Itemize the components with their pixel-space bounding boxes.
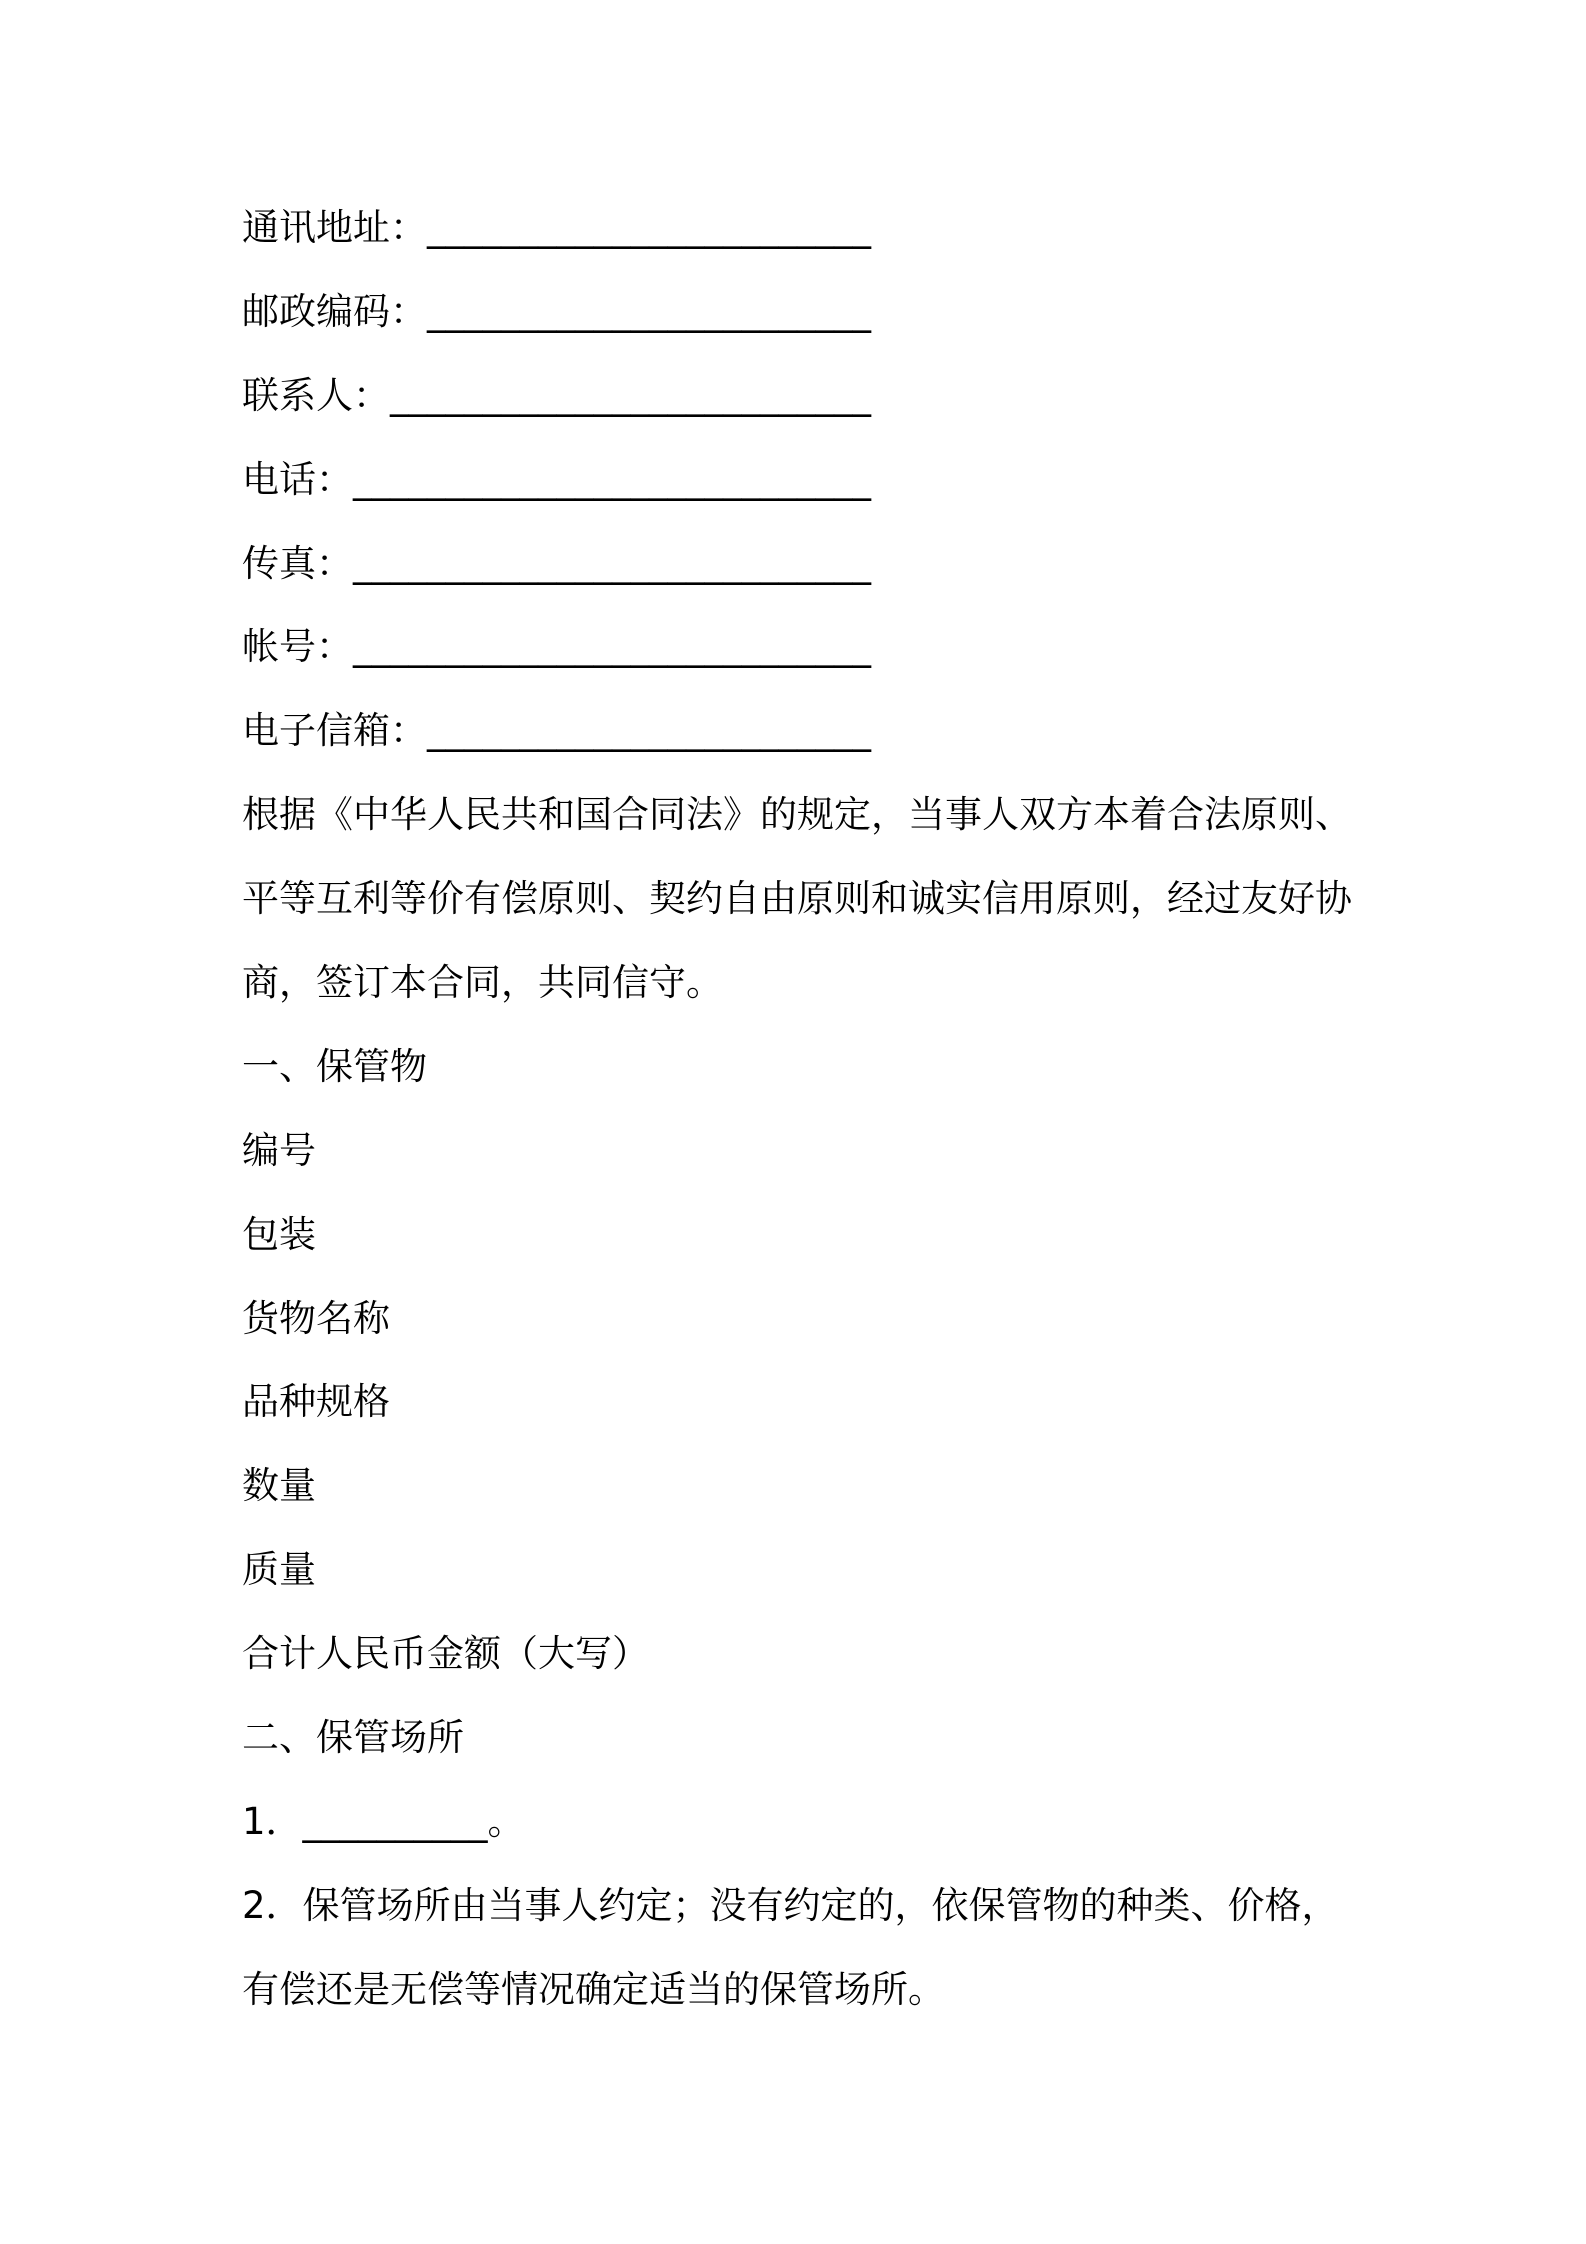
field-label: 联系人：: [242, 373, 390, 417]
contact-field-phone: [242, 438, 1586, 522]
item-quantity-label: 数量: [242, 1464, 316, 1508]
field-label: 传真：: [242, 541, 353, 585]
item-packaging-label: 包装: [242, 1212, 316, 1256]
contact-field-email: [242, 689, 1586, 773]
field-blank: ____________________________: [353, 457, 871, 501]
clause-end-mark: 。: [487, 1799, 525, 1843]
contact-field-contact-person: [242, 354, 1586, 438]
field-label: 通讯地址：: [242, 206, 427, 249]
field-blank: __________________________: [390, 373, 871, 417]
item-number-label: 编号: [242, 1128, 316, 1172]
contact-field-address: [242, 186, 1586, 270]
field-blank: ________________________: [427, 206, 871, 249]
field-label: 帐号：: [242, 625, 353, 669]
clause-number: 1．: [242, 1799, 303, 1843]
item-quality-label: 质量: [242, 1548, 316, 1592]
section-2-heading: 二、保管场所: [242, 1716, 464, 1760]
item-variety-spec-label: 品种规格: [242, 1380, 390, 1424]
item-total-amount-label: 合计人民币金额（大写）: [242, 1632, 649, 1676]
field-blank: ________________________: [427, 289, 871, 333]
clause-blank: __________: [302, 1799, 488, 1843]
field-label: 邮政编码：: [242, 289, 427, 333]
preamble-line: 平等互利等价有偿原则、契约自由原则和诚实信用原则，经过友好协: [242, 877, 1352, 921]
contact-field-fax: [242, 522, 1586, 606]
field-label: 电话：: [242, 457, 353, 501]
item-goods-name-label: 货物名称: [242, 1296, 390, 1340]
preamble-line: 商，签订本合同，共同信守。: [242, 961, 723, 1005]
contact-field-postal-code: [242, 270, 1586, 354]
field-blank: ________________________: [427, 709, 871, 753]
field-blank: ____________________________: [353, 541, 871, 585]
clause-1: [242, 1780, 1586, 1864]
field-label: 电子信箱：: [242, 709, 427, 753]
clause-2-line: 有偿还是无偿等情况确定适当的保管场所。: [242, 1967, 945, 2011]
section-1-heading: 一、保管物: [242, 1044, 427, 1088]
field-blank: ____________________________: [353, 625, 871, 669]
clause-2-line: 2．保管场所由当事人约定；没有约定的，依保管物的种类、价格，: [242, 1883, 1339, 1927]
contact-field-account: [242, 605, 1586, 689]
preamble-line: 根据《中华人民共和国合同法》的规定，当事人双方本着合法原则、: [242, 793, 1352, 837]
